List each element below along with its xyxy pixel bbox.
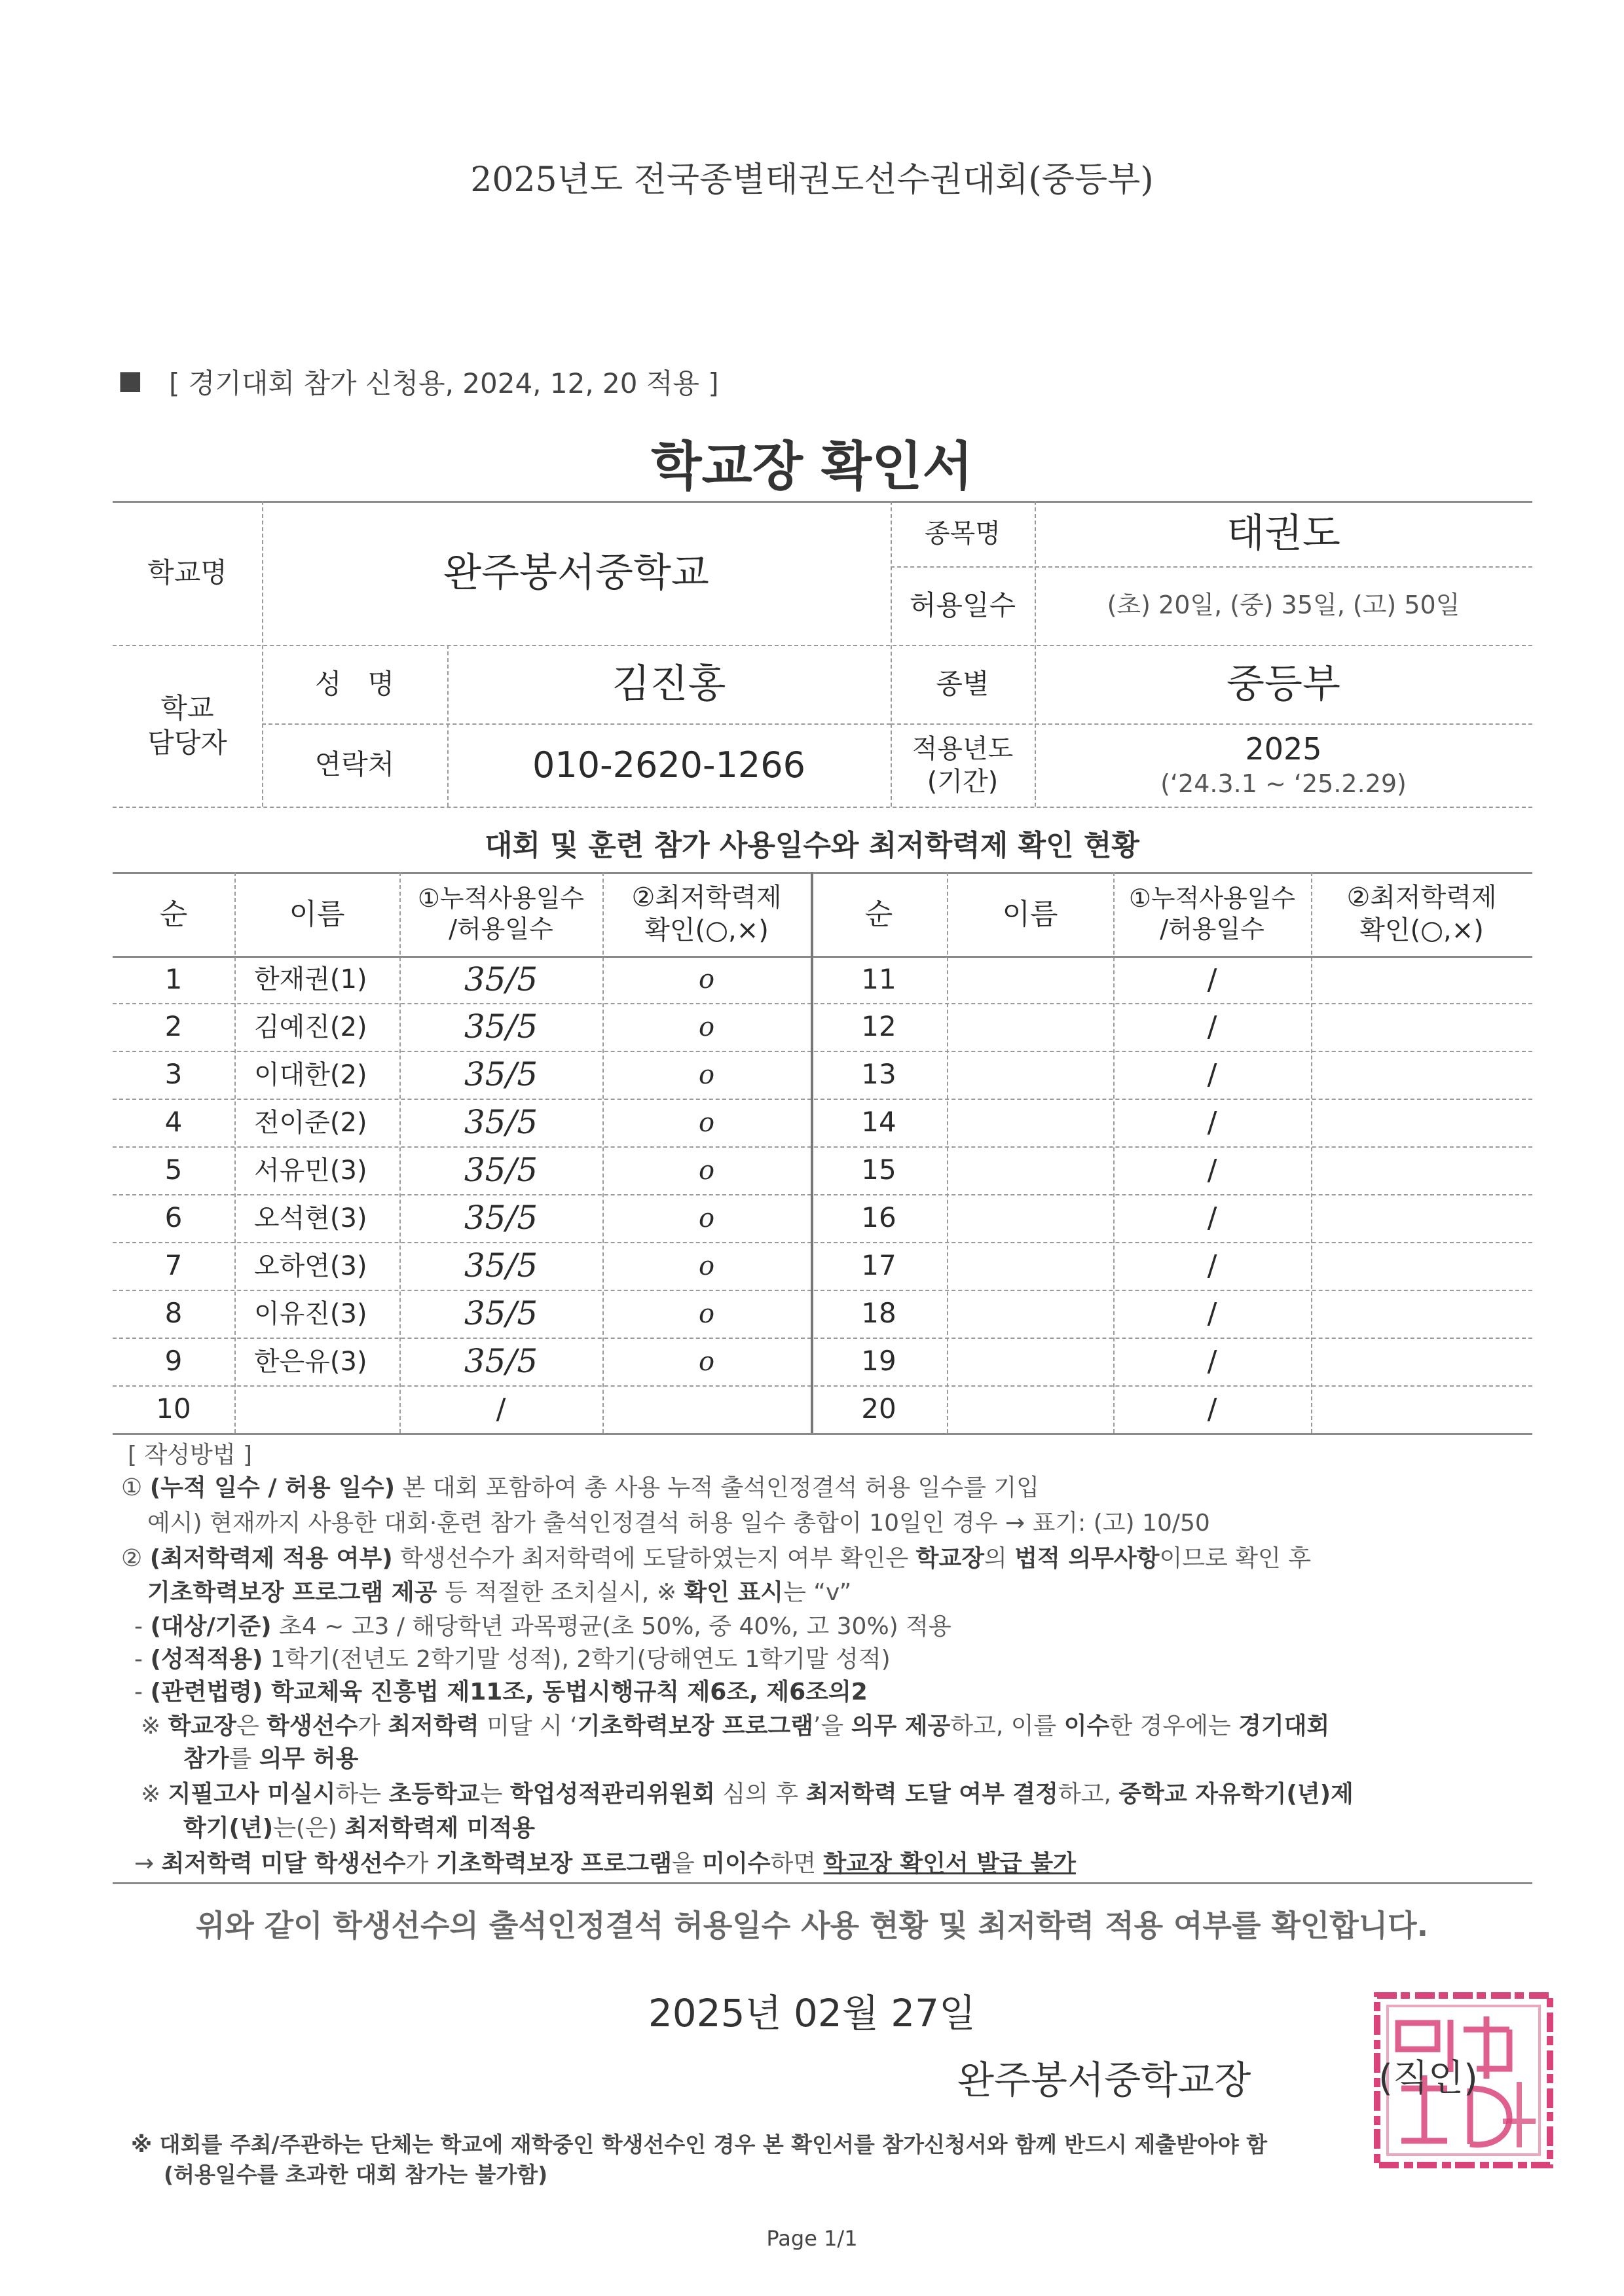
row-check [1311, 1242, 1532, 1290]
rule [113, 1433, 1532, 1435]
row-check: o [698, 1250, 715, 1281]
row-name: 오하연(3) [254, 1250, 367, 1281]
instruction-line [121, 1469, 1039, 1503]
row-days: 35/5 [464, 1008, 538, 1046]
allowed-days-label: 허용일수 [909, 589, 1016, 621]
row-days: 35/5 [464, 1247, 538, 1285]
row-no: 14 [861, 1106, 896, 1139]
instruction-line [134, 1608, 951, 1641]
note-bold: 학교장 [915, 1545, 984, 1572]
header-min-line2: 확인(○,×) [644, 915, 769, 945]
note-bold: (관련법령) 학교체육 진흥법 제11조, 동법시행규칙 제6조, 제6조의2 [150, 1679, 868, 1705]
note-dash: - [134, 1646, 151, 1673]
row-check: o [698, 1107, 715, 1138]
header-days [399, 872, 602, 956]
apply-year: 2025 [1245, 731, 1322, 767]
row-days: / [1207, 1393, 1217, 1426]
note-text: 하는 [335, 1781, 389, 1808]
row-no: 5 [164, 1154, 183, 1186]
row-check [1311, 1194, 1532, 1242]
apply-year-label [891, 723, 1035, 807]
row-check: o [698, 1203, 715, 1233]
note-bold: 최저학력 [388, 1713, 479, 1740]
note-text: 는 [479, 1781, 510, 1808]
row-check [1311, 1290, 1532, 1338]
header-min [1311, 872, 1532, 956]
note-bold: (최저학력제 적용 여부) [149, 1545, 393, 1572]
note-text: 은 [236, 1713, 267, 1740]
row-check [1311, 956, 1532, 1003]
row-days: / [1207, 1249, 1217, 1283]
note-text: 초4 ~ 고3 / 해당학년 과목평균(초 50%, 중 40%, 고 30%) 적용 [271, 1613, 951, 1640]
row-check: o [698, 1011, 715, 1042]
row-no: 13 [861, 1058, 896, 1091]
note-bold: 경기대회 [1238, 1713, 1330, 1740]
note-text: 본 대회 포함하여 총 사용 누적 출석인정결석 허용 일수를 기입 [395, 1474, 1039, 1501]
circle-one: ① [121, 1474, 143, 1501]
category-label: 종별 [936, 667, 989, 700]
note-bold: 최저학력제 미적용 [344, 1815, 536, 1842]
row-name [947, 1338, 1113, 1385]
row-no: 4 [164, 1106, 183, 1139]
row-no: 20 [861, 1393, 896, 1425]
note-text: 하고, [1058, 1781, 1119, 1808]
row-no: 8 [164, 1297, 183, 1330]
row-no: 19 [861, 1345, 896, 1377]
row-days: / [1207, 1154, 1217, 1187]
instruction-line [183, 1810, 535, 1843]
apply-year-label-line1: 적용년도 [912, 733, 1014, 764]
row-days: / [496, 1393, 506, 1426]
note-bold: 법적 의무사항 [1014, 1545, 1160, 1572]
row-no: 11 [861, 962, 896, 995]
category-value: 중등부 [1227, 661, 1340, 707]
row-days: 35/5 [464, 1342, 538, 1381]
row-days: / [1207, 962, 1217, 996]
header-no: 순 [159, 897, 188, 931]
row-name [947, 1051, 1113, 1099]
note-text: 이므로 확인 후 [1159, 1545, 1311, 1572]
row-name [234, 1385, 399, 1433]
row-days: / [1207, 1345, 1217, 1378]
square-mark: ■ [118, 365, 143, 395]
header-days-line1: ①누적사용일수 [1128, 883, 1296, 913]
note-bold: 학생선수 [267, 1713, 358, 1740]
note-bold: (성적적용) [150, 1646, 263, 1673]
row-days: / [1207, 1297, 1217, 1330]
row-check [1311, 1338, 1532, 1385]
row-days: / [1207, 1106, 1217, 1139]
school-name-label: 학교명 [147, 556, 227, 589]
row-no: 9 [164, 1345, 183, 1377]
note-text: 가 [405, 1850, 436, 1877]
note-text: 의 [984, 1545, 1015, 1572]
row-name [947, 1385, 1113, 1433]
row-check [1311, 1099, 1532, 1146]
footer-note: ※ 대회를 주최/주관하는 단체는 학교에 재학중인 학생선수인 경우 본 확인서를 참가신청서와 함께 반드시 제출받아야 함 [131, 2132, 1268, 2157]
row-name [947, 1003, 1113, 1051]
contact-value: 010-2620-1266 [532, 744, 805, 786]
row-no: 18 [861, 1297, 896, 1330]
note-bold: 최저학력 미달 학생선수 [161, 1850, 406, 1877]
header-days-line2: /허용일수 [1160, 915, 1264, 943]
footer-note-sub: (허용일수를 초과한 대회 참가는 불가함) [164, 2162, 548, 2187]
row-name [947, 1146, 1113, 1194]
note-bold: (대상/기준) [150, 1613, 272, 1640]
note-bold: 학업성적관리위원회 [509, 1781, 715, 1808]
header-days-line2: /허용일수 [449, 915, 553, 943]
note-text: 등 적절한 조치실시, ※ [437, 1579, 684, 1606]
note-bold: 확인 표시 [684, 1579, 784, 1606]
principal-name: 완주봉서중학교장 [957, 2058, 1251, 2102]
row-days: 35/5 [464, 960, 538, 998]
circle-two: ② [121, 1545, 143, 1572]
manager-label [113, 645, 262, 807]
note-bold: 최저학력 도달 여부 결정 [805, 1781, 1058, 1808]
seal-label: (직인) [1378, 2057, 1478, 2100]
row-days: 35/5 [464, 1294, 538, 1333]
row-name [947, 956, 1113, 1003]
header-min-line1: ②최저학력제 [1346, 883, 1497, 913]
note-bold: 학기(년) [183, 1815, 274, 1842]
note-bold: 기초학력보장 프로그램 [577, 1713, 814, 1740]
row-check [1311, 1051, 1532, 1099]
instruction-line [134, 1673, 868, 1707]
instruction-line: 예시) 현재까지 사용한 대회·훈련 참가 출석인정결석 허용 일수 총합이 10일인 경우 → 표기: (고) 10/50 [147, 1510, 1210, 1537]
header-days-line1: ①누적사용일수 [417, 883, 585, 913]
header-min-line2: 확인(○,×) [1359, 915, 1484, 945]
note-dash: - [134, 1613, 151, 1640]
row-no: 16 [861, 1201, 896, 1234]
apply-year-label-line2: (기간) [927, 766, 999, 797]
note-bold: 참가 [183, 1745, 229, 1772]
header-name: 이름 [289, 897, 345, 931]
row-days: 35/5 [464, 1199, 538, 1237]
rule [113, 807, 1532, 808]
instruction-line [134, 1641, 891, 1674]
event-title: 2025년도 전국종별태권도선수권대회(중등부) [470, 160, 1154, 200]
row-no: 6 [164, 1201, 183, 1234]
row-no: 2 [164, 1010, 183, 1043]
instruction-line [147, 1574, 851, 1607]
row-check [1311, 1003, 1532, 1051]
instruction-line [141, 1776, 1354, 1809]
row-name [947, 1099, 1113, 1146]
apply-year-value [1035, 723, 1532, 807]
row-days: 35/5 [464, 1103, 538, 1142]
row-days: / [1207, 1010, 1217, 1044]
manager-name: 김진홍 [612, 661, 726, 707]
row-no: 3 [164, 1058, 183, 1091]
note-bold: 지필고사 미실시 [168, 1781, 336, 1808]
instruction-line [121, 1540, 1311, 1573]
note-text: ’을 [813, 1713, 851, 1740]
note-text: 미달 시 ‘ [479, 1713, 578, 1740]
note-text: 학생선수가 최저학력에 도달하였는지 여부 확인은 [392, 1545, 916, 1572]
note-bold: 의무 제공 [851, 1713, 951, 1740]
note-bold: 기초학력보장 프로그램 제공 [147, 1579, 437, 1606]
header-days [1113, 872, 1311, 956]
note-bold: 이수 [1063, 1713, 1110, 1740]
row-days: 35/5 [464, 1151, 538, 1190]
rule [113, 1882, 1532, 1884]
row-days: / [1207, 1201, 1217, 1235]
row-name: 한재권(1) [254, 964, 367, 994]
issue-date: 2025년 02월 27일 [648, 1991, 976, 2035]
row-check [1311, 1385, 1532, 1433]
note-text: 를 [229, 1745, 259, 1772]
note-bold: 기초학력보장 프로그램 [435, 1850, 672, 1877]
note-bold: 미이수 [702, 1850, 771, 1877]
manager-label-line2: 담당자 [147, 726, 227, 759]
row-name [947, 1194, 1113, 1242]
name-label: 성 명 [314, 667, 395, 700]
row-name [947, 1290, 1113, 1338]
row-days: / [1207, 1058, 1217, 1091]
note-mark: ※ [141, 1781, 168, 1808]
form-usage-note: [ 경기대회 참가 신청용, 2024, 12, 20 적용 ] [169, 367, 719, 399]
school-name-value: 완주봉서중학교 [443, 549, 709, 596]
sport-label: 종목명 [925, 519, 1001, 549]
row-check: o [698, 964, 715, 994]
note-text: 하면 [770, 1850, 824, 1877]
note-text: 1학기(전년도 2학기말 성적), 2학기(당해연도 1학기말 성적) [263, 1646, 891, 1673]
row-no: 12 [861, 1010, 896, 1043]
row-days: 35/5 [464, 1055, 538, 1094]
note-bold: 의무 허용 [259, 1745, 359, 1772]
row-no: 10 [156, 1393, 191, 1425]
contact-label: 연락처 [314, 748, 395, 781]
note-text: 한 경우에는 [1109, 1713, 1239, 1740]
row-no: 1 [164, 962, 183, 995]
note-arrow: → [134, 1850, 162, 1877]
manager-label-line1: 학교 [160, 692, 214, 724]
row-name: 한은유(3) [254, 1346, 367, 1377]
note-bold: 학교장 [168, 1713, 236, 1740]
sport-value: 태권도 [1227, 510, 1340, 556]
status-title: 대회 및 훈련 참가 사용일수와 최저학력제 확인 현황 [485, 829, 1139, 862]
instruction-line [183, 1740, 358, 1774]
row-check: o [698, 1059, 715, 1090]
row-check: o [698, 1155, 715, 1186]
row-no: 15 [861, 1154, 896, 1186]
row-name: 서유민(3) [254, 1155, 367, 1186]
page-indicator: Page 1/1 [766, 2226, 858, 2251]
note-text: 는(은) [273, 1815, 345, 1842]
row-name: 이대한(2) [254, 1059, 367, 1090]
row-name: 전이준(2) [254, 1107, 367, 1138]
note-text: 가 [358, 1713, 388, 1740]
row-check [602, 1385, 811, 1433]
row-name: 이유진(3) [254, 1298, 367, 1329]
row-name [947, 1242, 1113, 1290]
header-min [602, 872, 811, 956]
header-no: 순 [864, 897, 893, 931]
note-bold: 초등학교 [388, 1781, 480, 1808]
confirm-statement: 위와 같이 학생선수의 출석인정결석 허용일수 사용 현황 및 최저학력 적용 여부를 확인합니다. [195, 1908, 1429, 1943]
note-bold: 중학교 자유학기(년)제 [1118, 1781, 1354, 1808]
note-mark: ※ [141, 1713, 168, 1740]
note-text: 는 “v” [783, 1579, 852, 1606]
header-min-line1: ②최저학력제 [631, 883, 782, 913]
row-no: 17 [861, 1249, 896, 1282]
apply-period: (‘24.3.1 ~ ‘25.2.29) [1160, 769, 1407, 798]
row-name: 오석현(3) [254, 1203, 367, 1233]
note-text: 을 [671, 1850, 703, 1877]
note-dash: - [134, 1679, 151, 1705]
row-name: 김예진(2) [254, 1011, 367, 1042]
row-check: o [698, 1346, 715, 1377]
note-bold: (누적 일수 / 허용 일수) [149, 1474, 396, 1501]
allowed-days-value: (초) 20일, (중) 35일, (고) 50일 [1107, 591, 1460, 620]
row-check: o [698, 1298, 715, 1329]
note-text: 심의 후 [714, 1781, 806, 1808]
document-title: 학교장 확인서 [651, 436, 973, 497]
instruction-line [134, 1845, 1076, 1878]
note-text: 하고, 이를 [950, 1713, 1064, 1740]
header-name: 이름 [1002, 897, 1058, 931]
instructions-heading: [ 작성방법 ] [128, 1442, 253, 1468]
row-no: 7 [164, 1249, 183, 1282]
note-bold: 학교장 확인서 발급 불가 [823, 1850, 1076, 1877]
instruction-line [141, 1707, 1329, 1741]
row-check [1311, 1146, 1532, 1194]
